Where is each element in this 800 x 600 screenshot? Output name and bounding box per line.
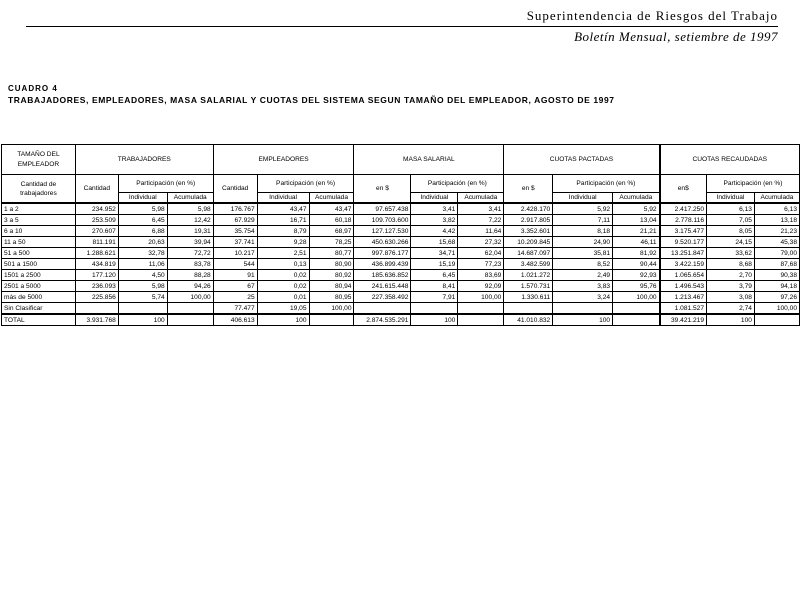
rec-individual: 24,15 — [707, 237, 755, 248]
emp-cantidad: 67 — [213, 281, 257, 292]
trab-cantidad: 253.509 — [75, 215, 118, 226]
rec-individual: 2,74 — [707, 303, 755, 315]
table-title: TRABAJADORES, EMPLEADORES, MASA SALARIAL Y CUOTAS DEL SISTEMA SEGUN TAMAÑO DEL EMPLEADOR, AGOSTO DE 1997 — [8, 95, 615, 105]
masa-acumulada: 11,64 — [458, 226, 504, 237]
trab-acumulada: 100,00 — [167, 292, 213, 303]
total-recaudadas: 39.421.219 — [660, 314, 707, 326]
pact-acumulada — [613, 303, 660, 315]
emp-individual: 9,28 — [257, 237, 309, 248]
total-emp-cantidad: 406.613 — [213, 314, 257, 326]
trab-cantidad: 236.093 — [75, 281, 118, 292]
rec-acumulada: 45,38 — [754, 237, 799, 248]
total-trab-cantidad: 3.931.768 — [75, 314, 118, 326]
total-masa: 2.874.535.291 — [354, 314, 411, 326]
emp-acumulada: 80,77 — [309, 248, 354, 259]
rec-individual: 8,05 — [707, 226, 755, 237]
pact-acumulada: 5,92 — [613, 203, 660, 215]
rec-acumulada: 100,00 — [754, 303, 799, 315]
total-rec-participacion: 100 — [707, 314, 755, 326]
total-empty-cell — [458, 314, 504, 326]
row-label: más de 5000 — [2, 292, 76, 303]
pact-acumulada: 100,00 — [613, 292, 660, 303]
trab-acumulada: 72,72 — [167, 248, 213, 259]
emp-individual: 0,01 — [257, 292, 309, 303]
rec-en-pesos: 3.422.159 — [660, 259, 707, 270]
masa-acumulada: 83,69 — [458, 270, 504, 281]
table-row — [2, 237, 800, 248]
rec-acumulada: 13,18 — [754, 215, 799, 226]
pact-acumulada: 21,21 — [613, 226, 660, 237]
emp-cantidad: 35.754 — [213, 226, 257, 237]
table-row — [2, 203, 800, 215]
rec-acumulada: 90,38 — [754, 270, 799, 281]
total-empty-cell — [613, 314, 660, 326]
trab-acumulada: 83,78 — [167, 259, 213, 270]
row-label: 1501 a 2500 — [2, 270, 76, 281]
table-row — [2, 259, 800, 270]
masa-en-pesos: 450.630.266 — [354, 237, 411, 248]
col-emp-cantidad: Cantidad — [213, 175, 257, 204]
total-label: TOTAL — [2, 314, 76, 326]
table-row — [2, 215, 800, 226]
col-rec-individual: Individual — [707, 193, 755, 204]
masa-en-pesos: 227.358.492 — [354, 292, 411, 303]
trab-cantidad: 1.288.621 — [75, 248, 118, 259]
pact-individual: 7,11 — [553, 215, 613, 226]
pact-acumulada: 81,92 — [613, 248, 660, 259]
masa-acumulada: 62,04 — [458, 248, 504, 259]
emp-cantidad: 25 — [213, 292, 257, 303]
bulletin-title: Boletín Mensual, setiembre de 1997 — [574, 29, 778, 44]
pact-en-pesos: 1.330.611 — [504, 292, 553, 303]
row-label: 6 a 10 — [2, 226, 76, 237]
rec-individual: 8,68 — [707, 259, 755, 270]
total-trab-participacion: 100 — [118, 314, 167, 326]
pact-en-pesos: 2.428.170 — [504, 203, 553, 215]
masa-acumulada: 77,23 — [458, 259, 504, 270]
col-pact-participacion: Participación (en %) — [553, 175, 660, 193]
pact-individual — [553, 303, 613, 315]
trab-acumulada: 39,94 — [167, 237, 213, 248]
col-trab-individual: Individual — [118, 193, 167, 204]
rec-individual: 3,08 — [707, 292, 755, 303]
masa-en-pesos: 127.127.530 — [354, 226, 411, 237]
col-pact-en-pesos: en $ — [504, 175, 553, 204]
trab-individual: 32,78 — [118, 248, 167, 259]
masa-individual: 15,19 — [411, 259, 458, 270]
trab-individual: 5,98 — [118, 281, 167, 292]
rec-acumulada: 87,68 — [754, 259, 799, 270]
pact-en-pesos — [504, 303, 553, 315]
emp-acumulada: 78,25 — [309, 237, 354, 248]
trab-individual: 6,45 — [118, 215, 167, 226]
masa-individual: 7,91 — [411, 292, 458, 303]
col-masa-acumulada: Acumulada — [458, 193, 504, 204]
trab-acumulada: 94,26 — [167, 281, 213, 292]
pact-individual: 8,52 — [553, 259, 613, 270]
col-group-cuotas-pactadas: CUOTAS PACTADAS — [504, 145, 660, 175]
trab-cantidad: 177.120 — [75, 270, 118, 281]
col-group-masa-salarial: MASA SALARIAL — [354, 145, 504, 175]
emp-cantidad: 67.929 — [213, 215, 257, 226]
total-empty-cell — [309, 314, 354, 326]
emp-cantidad: 37.741 — [213, 237, 257, 248]
pact-en-pesos: 1.021.272 — [504, 270, 553, 281]
emp-individual: 19,05 — [257, 303, 309, 315]
masa-en-pesos — [354, 303, 411, 315]
emp-cantidad: 176.767 — [213, 203, 257, 215]
trab-individual: 5,74 — [118, 292, 167, 303]
agency-name: Superintendencia de Riesgos del Trabajo — [526, 8, 778, 23]
masa-individual: 8,41 — [411, 281, 458, 292]
pact-acumulada: 95,76 — [613, 281, 660, 292]
total-empty-cell — [754, 314, 799, 326]
trab-individual: 6,88 — [118, 226, 167, 237]
row-label: 1 a 2 — [2, 203, 76, 215]
masa-acumulada: 100,00 — [458, 292, 504, 303]
rec-acumulada: 97,26 — [754, 292, 799, 303]
pact-acumulada: 13,04 — [613, 215, 660, 226]
total-masa-participacion: 100 — [411, 314, 458, 326]
emp-acumulada: 100,00 — [309, 303, 354, 315]
table-total-row — [2, 314, 800, 326]
col-emp-acumulada: Acumulada — [309, 193, 354, 204]
emp-acumulada: 80,95 — [309, 292, 354, 303]
pact-en-pesos: 1.570.731 — [504, 281, 553, 292]
emp-individual: 0,02 — [257, 281, 309, 292]
emp-cantidad: 10.217 — [213, 248, 257, 259]
col-group-tamano: TAMAÑO DEL EMPLEADOR — [2, 145, 76, 175]
row-label: 2501 a 5000 — [2, 281, 76, 292]
rec-en-pesos: 3.175.477 — [660, 226, 707, 237]
masa-acumulada — [458, 303, 504, 315]
emp-individual: 0,13 — [257, 259, 309, 270]
row-label: 3 a 5 — [2, 215, 76, 226]
rec-acumulada: 94,18 — [754, 281, 799, 292]
rec-individual: 6,13 — [707, 203, 755, 215]
total-pactadas: 41.010.832 — [504, 314, 553, 326]
trab-individual: 20,63 — [118, 237, 167, 248]
emp-acumulada: 60,18 — [309, 215, 354, 226]
trab-cantidad: 234.952 — [75, 203, 118, 215]
trab-individual: 11,06 — [118, 259, 167, 270]
emp-individual: 43,47 — [257, 203, 309, 215]
trab-acumulada: 88,28 — [167, 270, 213, 281]
masa-acumulada: 27,32 — [458, 237, 504, 248]
pact-acumulada: 92,93 — [613, 270, 660, 281]
rec-individual: 3,79 — [707, 281, 755, 292]
row-label: 501 a 1500 — [2, 259, 76, 270]
rec-individual: 33,62 — [707, 248, 755, 259]
pact-en-pesos: 10.209.845 — [504, 237, 553, 248]
table-row — [2, 226, 800, 237]
col-trab-cantidad: Cantidad — [75, 175, 118, 204]
trab-cantidad: 270.607 — [75, 226, 118, 237]
emp-cantidad: 77.477 — [213, 303, 257, 315]
pact-individual: 35,81 — [553, 248, 613, 259]
rec-en-pesos: 13.251.847 — [660, 248, 707, 259]
table-row — [2, 292, 800, 303]
emp-individual: 2,51 — [257, 248, 309, 259]
emp-acumulada: 68,97 — [309, 226, 354, 237]
pact-individual: 2,49 — [553, 270, 613, 281]
masa-individual: 6,45 — [411, 270, 458, 281]
masa-en-pesos: 241.615.448 — [354, 281, 411, 292]
masa-en-pesos: 109.703.600 — [354, 215, 411, 226]
rec-en-pesos: 1.081.527 — [660, 303, 707, 315]
col-rec-acumulada: Acumulada — [754, 193, 799, 204]
masa-en-pesos: 97.657.438 — [354, 203, 411, 215]
pact-acumulada: 46,11 — [613, 237, 660, 248]
row-label: 51 a 500 — [2, 248, 76, 259]
emp-individual: 16,71 — [257, 215, 309, 226]
data-table — [1, 144, 800, 326]
rec-en-pesos: 1.213.467 — [660, 292, 707, 303]
rec-individual: 7,05 — [707, 215, 755, 226]
trab-individual: 4,50 — [118, 270, 167, 281]
emp-cantidad: 544 — [213, 259, 257, 270]
total-emp-participacion: 100 — [257, 314, 309, 326]
masa-acumulada: 92,09 — [458, 281, 504, 292]
pact-individual: 5,92 — [553, 203, 613, 215]
col-masa-individual: Individual — [411, 193, 458, 204]
pact-en-pesos: 3.352.601 — [504, 226, 553, 237]
trab-cantidad: 225.856 — [75, 292, 118, 303]
col-trab-participacion: Participación (en %) — [118, 175, 213, 193]
emp-individual: 0,02 — [257, 270, 309, 281]
header-rule — [26, 26, 778, 27]
col-cantidad-de-trabajadores: Cantidad de trabajadores — [2, 175, 76, 204]
trab-cantidad: 811.191 — [75, 237, 118, 248]
col-pact-acumulada: Acumulada — [613, 193, 660, 204]
trab-acumulada: 19,31 — [167, 226, 213, 237]
col-emp-participacion: Participación (en %) — [257, 175, 354, 193]
col-masa-en-pesos: en $ — [354, 175, 411, 204]
pact-en-pesos: 3.482.599 — [504, 259, 553, 270]
table-number: CUADRO 4 — [8, 84, 58, 93]
masa-individual: 3,41 — [411, 203, 458, 215]
rec-en-pesos: 2.778.116 — [660, 215, 707, 226]
pact-individual: 3,24 — [553, 292, 613, 303]
masa-en-pesos: 997.876.177 — [354, 248, 411, 259]
trab-acumulada: 12,42 — [167, 215, 213, 226]
col-group-cuotas-recaudadas: CUOTAS RECAUDADAS — [660, 145, 800, 175]
masa-individual: 4,42 — [411, 226, 458, 237]
row-label: 11 a 50 — [2, 237, 76, 248]
rec-acumulada: 79,00 — [754, 248, 799, 259]
rec-en-pesos: 1.065.654 — [660, 270, 707, 281]
pact-individual: 8,18 — [553, 226, 613, 237]
trab-cantidad: 434.819 — [75, 259, 118, 270]
rec-acumulada: 6,13 — [754, 203, 799, 215]
rec-acumulada: 21,23 — [754, 226, 799, 237]
trab-individual: 5,98 — [118, 203, 167, 215]
col-group-empleadores: EMPLEADORES — [213, 145, 354, 175]
emp-acumulada: 80,92 — [309, 270, 354, 281]
col-rec-en-pesos: en$ — [660, 175, 707, 204]
trab-individual — [118, 303, 167, 315]
table-row — [2, 281, 800, 292]
pact-en-pesos: 2.917.805 — [504, 215, 553, 226]
masa-en-pesos: 185.636.852 — [354, 270, 411, 281]
table-row — [2, 270, 800, 281]
col-trab-acumulada: Acumulada — [167, 193, 213, 204]
rec-individual: 2,70 — [707, 270, 755, 281]
masa-acumulada: 3,41 — [458, 203, 504, 215]
col-pact-individual: Individual — [553, 193, 613, 204]
pact-individual: 3,83 — [553, 281, 613, 292]
emp-acumulada: 43,47 — [309, 203, 354, 215]
trab-acumulada — [167, 303, 213, 315]
pact-individual: 24,90 — [553, 237, 613, 248]
rec-en-pesos: 1.496.543 — [660, 281, 707, 292]
masa-individual: 15,68 — [411, 237, 458, 248]
total-empty-cell — [167, 314, 213, 326]
row-label: Sin Clasificar — [2, 303, 76, 315]
emp-cantidad: 91 — [213, 270, 257, 281]
emp-acumulada: 80,90 — [309, 259, 354, 270]
emp-acumulada: 80,94 — [309, 281, 354, 292]
col-group-trabajadores: TRABAJADORES — [75, 145, 213, 175]
pact-en-pesos: 14.687.097 — [504, 248, 553, 259]
pact-acumulada: 90,44 — [613, 259, 660, 270]
masa-individual — [411, 303, 458, 315]
col-emp-individual: Individual — [257, 193, 309, 204]
table-row — [2, 303, 800, 315]
masa-acumulada: 7,22 — [458, 215, 504, 226]
emp-individual: 8,79 — [257, 226, 309, 237]
masa-individual: 3,82 — [411, 215, 458, 226]
masa-individual: 34,71 — [411, 248, 458, 259]
masa-en-pesos: 436.899.439 — [354, 259, 411, 270]
col-masa-participacion: Participación (en %) — [411, 175, 504, 193]
total-pact-participacion: 100 — [553, 314, 613, 326]
table-row — [2, 248, 800, 259]
rec-en-pesos: 2.417.250 — [660, 203, 707, 215]
rec-en-pesos: 9.520.177 — [660, 237, 707, 248]
col-rec-participacion: Participación (en %) — [707, 175, 800, 193]
trab-cantidad — [75, 303, 118, 315]
trab-acumulada: 5,98 — [167, 203, 213, 215]
